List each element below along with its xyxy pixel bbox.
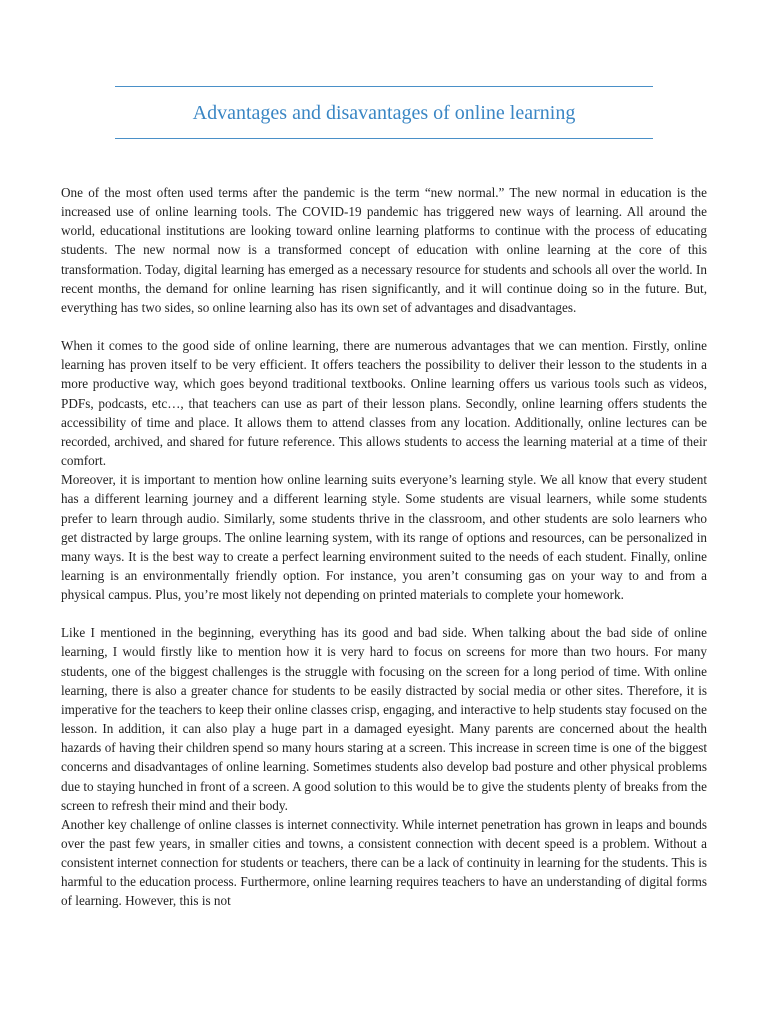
title-top-rule (115, 86, 653, 87)
paragraph-learning-style: Moreover, it is important to mention how online learning suits everyone’s learning style. We all know that every student has a different learning journey and a different learning style. Some students are visual learners, while some students prefer to learn through audio. Similarly, some students thrive in the classroom, and other students are solo learners who get distracted by large groups. The online learning system, with its range of options and resources, can be personalized in many ways. It is the best way to create a perfect learning environment suited to the needs of each student. Finally, online learning is an environmentally friendly option. For instance, you aren’t consuming gas on your way to and from a physical campus. Plus, you’re most likely not depending on printed materials to complete your homework. (61, 472, 707, 603)
paragraph-advantages: When it comes to the good side of online learning, there are numerous advantages that we can mention. Firstly, online learning has proven itself to be very efficient. It offers teachers the possibility to deliver their lesson to the students in a more productive way, which goes beyond traditional textbooks. Online learning offers us various tools such as videos, PDFs, podcasts, etc…, that teachers can use as part of their lesson plans. Secondly, online learning offers students the accessibility of time and place. It allows them to attend classes from any location. Additionally, online lectures can be recorded, archived, and shared for future reference. This allows students to access the learning material at a time of their comfort. (61, 338, 707, 469)
document-body (61, 183, 707, 911)
paragraph-intro: One of the most often used terms after the pandemic is the term “new normal.” The new normal in education is the increased use of online learning tools. The COVID-19 pandemic has triggered new ways of learning. All around the world, educational institutions are looking toward online learning platforms to continue with the process of educating students. The new normal now is a transformed concept of education with online learning at the core of this transformation. Today, digital learning has emerged as a necessary resource for students and schools all over the world. In recent months, the demand for online learning has risen significantly, and it will continue doing so in the future. But, everything has two sides, so online learning also has its own set of advantages and disadvantages. (61, 185, 707, 315)
document-title: Advantages and disavantages of online learning (192, 102, 576, 124)
paragraph-connectivity: Another key challenge of online classes is internet connectivity. While internet penetration has grown in leaps and bounds over the past few years, in smaller cities and towns, a consistent connection with decent speed is a problem. Without a consistent internet connection for students or teachers, there can be a lack of continuity in learning for the students. This is harmful to the education process. Furthermore, online learning requires teachers to have an understanding of digital forms of learning. However, this is not (61, 816, 707, 909)
paragraph-disadvantages: Like I mentioned in the beginning, everything has its good and bad side. When talking about the bad side of online learning, I would firstly like to mention how it is very hard to focus on screens for more than two hours. For many students, one of the biggest challenges is the struggle with focusing on the screen for a long period of time. With online learning, there is also a greater chance for students to be easily distracted by social media or other sites. Therefore, it is imperative for the teachers to keep their online classes crisp, engaging, and interactive to help students stay focused on the lesson. In addition, it can also play a huge part in a damaged eyesight. Many parents are concerned about the health hazards of having their children spend so many hours staring at a screen. This increase in screen time is one of the biggest concerns and disadvantages of online learning. Sometimes students also develop bad posture and other physical problems due to staying hunched in front of a screen. A good solution to this would be to give the students plenty of breaks from the screen to refresh their mind and their body. (61, 625, 707, 813)
title-bottom-rule (115, 138, 653, 139)
